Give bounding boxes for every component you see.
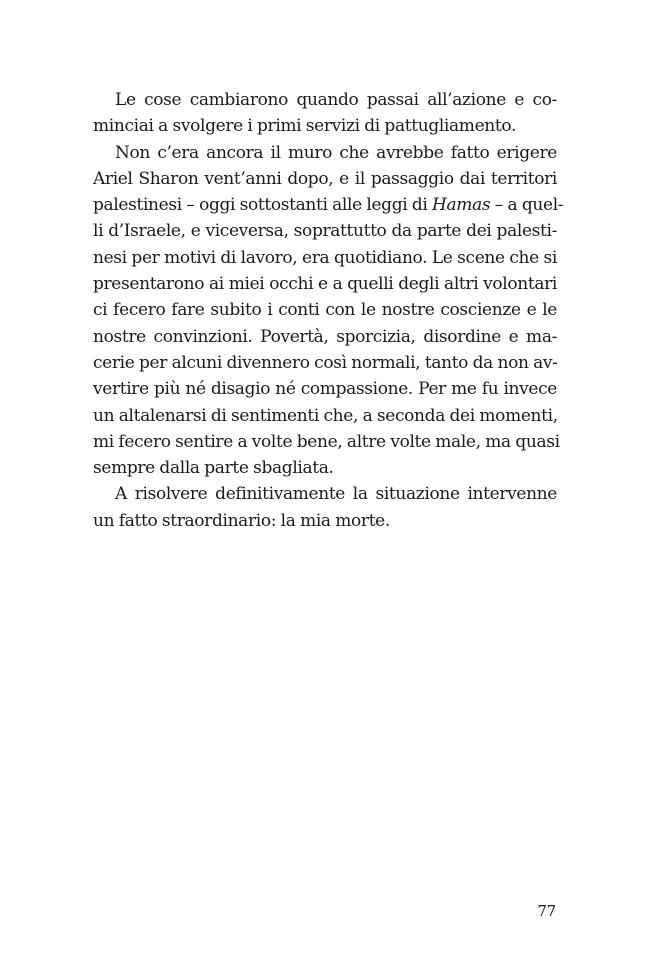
text-line: A risolvere definitivamente la situazione intervenne: [115, 484, 557, 505]
text-line: presentarono ai miei occhi e a quelli degli altri volontari: [93, 274, 557, 295]
text-line: vertire più né disagio né compassione. Per me fu invece: [93, 379, 557, 400]
body-text: [93, 87, 564, 534]
text-line: cerie per alcuni divennero così normali, tanto da non av-: [93, 352, 558, 373]
text-line: sempre dalla parte sbagliata.: [93, 458, 334, 479]
text-line: Le cose cambiarono quando passai all’azione e co-: [115, 90, 557, 110]
text-line: Non c’era ancora il muro che avrebbe fatto erigere: [115, 142, 557, 163]
paragraph: [93, 140, 564, 482]
paragraph: [93, 481, 557, 534]
italic-term: Hamas: [432, 195, 491, 216]
text-line: un altalenarsi di sentimenti che, a seconda dei momenti,: [93, 405, 558, 426]
text-line: minciai a svolgere i primi servizi di pattugliamento.: [93, 116, 517, 137]
text-line: nesi per motivi di lavoro, era quotidiano. Le scene che si: [93, 247, 557, 268]
page-number: 77: [537, 902, 556, 920]
text-line: ci fecero fare subito i conti con le nostre coscienze e le: [93, 300, 557, 321]
text-line: un fatto straordinario: la mia morte.: [93, 510, 390, 531]
text-line: mi fecero sentire a volte bene, altre volte male, ma quasi: [93, 431, 560, 452]
paragraph: [93, 87, 557, 140]
text-line: [93, 192, 564, 218]
text-segment: – a quel-: [490, 195, 564, 216]
text-segment: palestinesi – oggi sottostanti alle leggi di: [93, 195, 433, 216]
text-line: Ariel Sharon vent’anni dopo, e il passaggio dai territori: [93, 168, 557, 189]
text-line: nostre convinzioni. Povertà, sporcizia, disordine e ma-: [93, 326, 557, 347]
text-line: li d’Israele, e viceversa, soprattutto da parte dei palesti-: [93, 221, 557, 242]
